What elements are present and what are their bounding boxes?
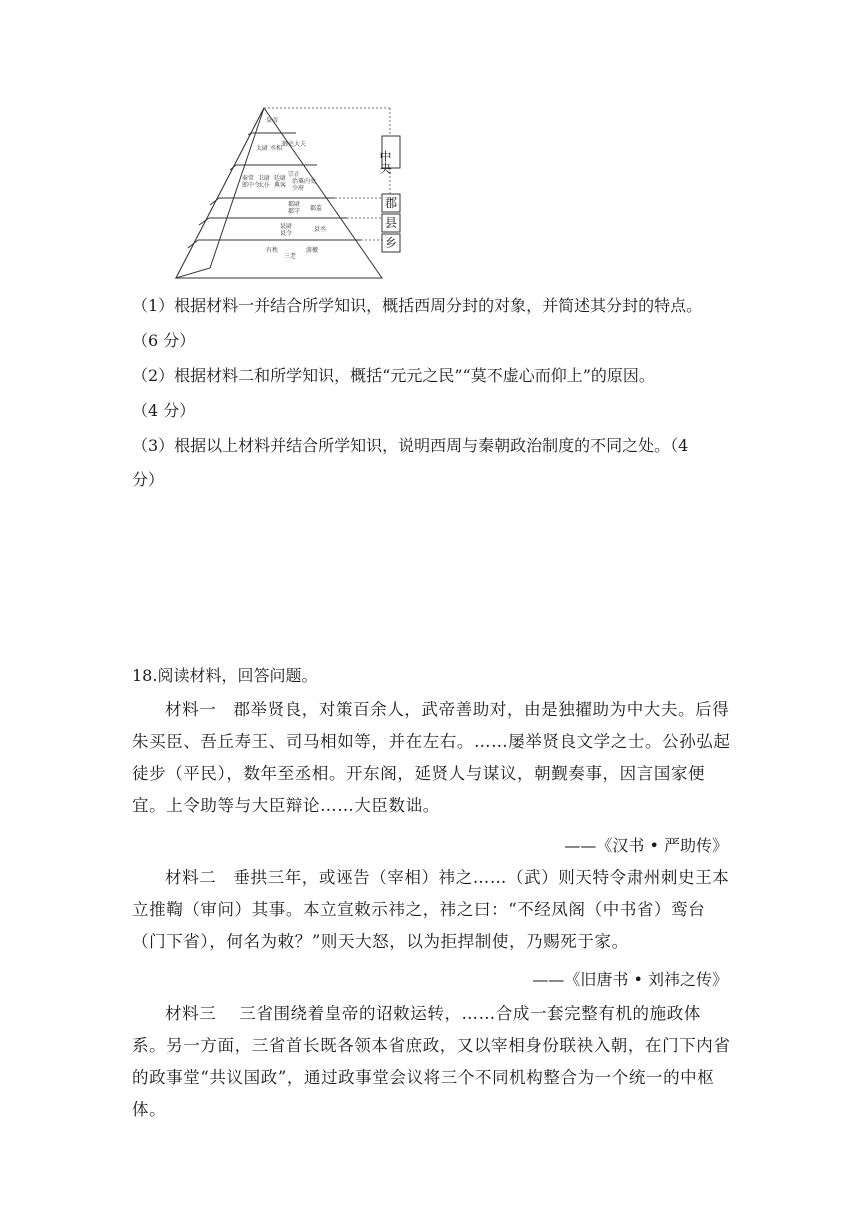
level-label: 中央 — [378, 150, 392, 174]
material-1-source: ——《汉书 • 严助传》 — [564, 836, 728, 855]
tier-label: 游徼 — [306, 247, 319, 254]
level-label: 县 — [385, 216, 398, 230]
material-2-source: ——《旧唐书 • 刘祎之传》 — [532, 970, 728, 989]
question-2-line2: （4 分） — [132, 401, 196, 420]
tier-label: 典客 — [274, 182, 287, 189]
q18-heading: 18.阅读材料，回答问题。 — [132, 666, 318, 685]
level-commandery — [382, 194, 400, 212]
tier-label: 郡尉 — [288, 201, 301, 208]
tier-label: 卫尉 — [258, 175, 271, 182]
tier-label: 有秩 — [266, 247, 279, 254]
material-1: 材料一 郡举贤良，对策百余人，武帝善助对，由是独擢助为中大夫。后得朱买臣、吾丘寿王、司马相如等，并在左右。……屡举贤良文学之士。公孙弘起徒步（平民），数年至丞相。开东阁，延贤人与谋议，朝觐奏事，因言国家便宜。上令助等与大臣辩论……大臣数诎。 — [132, 700, 731, 815]
question-3-line2: 分） — [132, 470, 165, 489]
level-township — [382, 234, 400, 252]
tier-label: 皇帝 — [266, 117, 279, 124]
tier-label: 县尉 — [280, 223, 293, 230]
tier-1 — [266, 116, 278, 124]
question-2-line1: （2）根据材料二和所学知识，概括“元元之民”“莫不虚心而仰上”的原因。 — [132, 366, 655, 385]
level-label: 郡 — [385, 196, 398, 210]
tier-label: 太尉 — [256, 145, 269, 152]
tier-label: 郡守 — [288, 208, 301, 215]
tier-label: 县令 — [280, 230, 293, 237]
question-1-line1: （1）根据材料一并结合所学知识，概括西周分封的对象，并简述其分封的特点。 — [132, 296, 703, 315]
tier-label: 郡监 — [310, 205, 323, 212]
level-label: 乡 — [385, 236, 398, 250]
tier-label: 廷尉 — [274, 175, 287, 182]
tier-label: 治粟内史 — [292, 178, 317, 185]
tier-label: 少府 — [292, 185, 305, 192]
tier-label: 奉常 — [242, 175, 255, 182]
level-county — [382, 214, 400, 232]
question-1-line2: （6 分） — [132, 331, 196, 350]
tier-label: 太仆 — [258, 182, 271, 189]
question-3-line1: （3）根据以上材料并结合所学知识，说明西周与秦朝政治制度的不同之处。（4 — [132, 436, 689, 455]
tier-label: 丞相 — [270, 145, 283, 152]
tier-label: 县丞 — [314, 226, 327, 233]
pyramid-diagram — [170, 100, 410, 282]
tier-label: 御史大夫 — [282, 141, 307, 148]
tier-label: 三老 — [284, 253, 297, 260]
material-2: 材料二 垂拱三年，或诬告（宰相）祎之……（武）则天特令肃州刺史王本立推鞫（审问）其事。本立宣敕示祎之，祎之曰：“不经凤阁（中书省）鸾台（门下省），何名为敕？”则天大怒，以为拒捍制使，乃赐死于家。 — [132, 868, 730, 951]
level-central — [378, 136, 400, 174]
material-3: 材料三 三省围绕着皇帝的诏敕运转，……合成一套完整有机的施政体系。另一方面，三省首长既各领本省庶政，又以宰相身份联袂入朝，在门下内省的政事堂“共议国政”，通过政事堂会议将三个不同机构整合为一个统一的中枢体。 — [132, 1004, 731, 1119]
tier-label: 宗正 — [288, 171, 301, 178]
tier-label: 郎中令 — [242, 182, 261, 189]
